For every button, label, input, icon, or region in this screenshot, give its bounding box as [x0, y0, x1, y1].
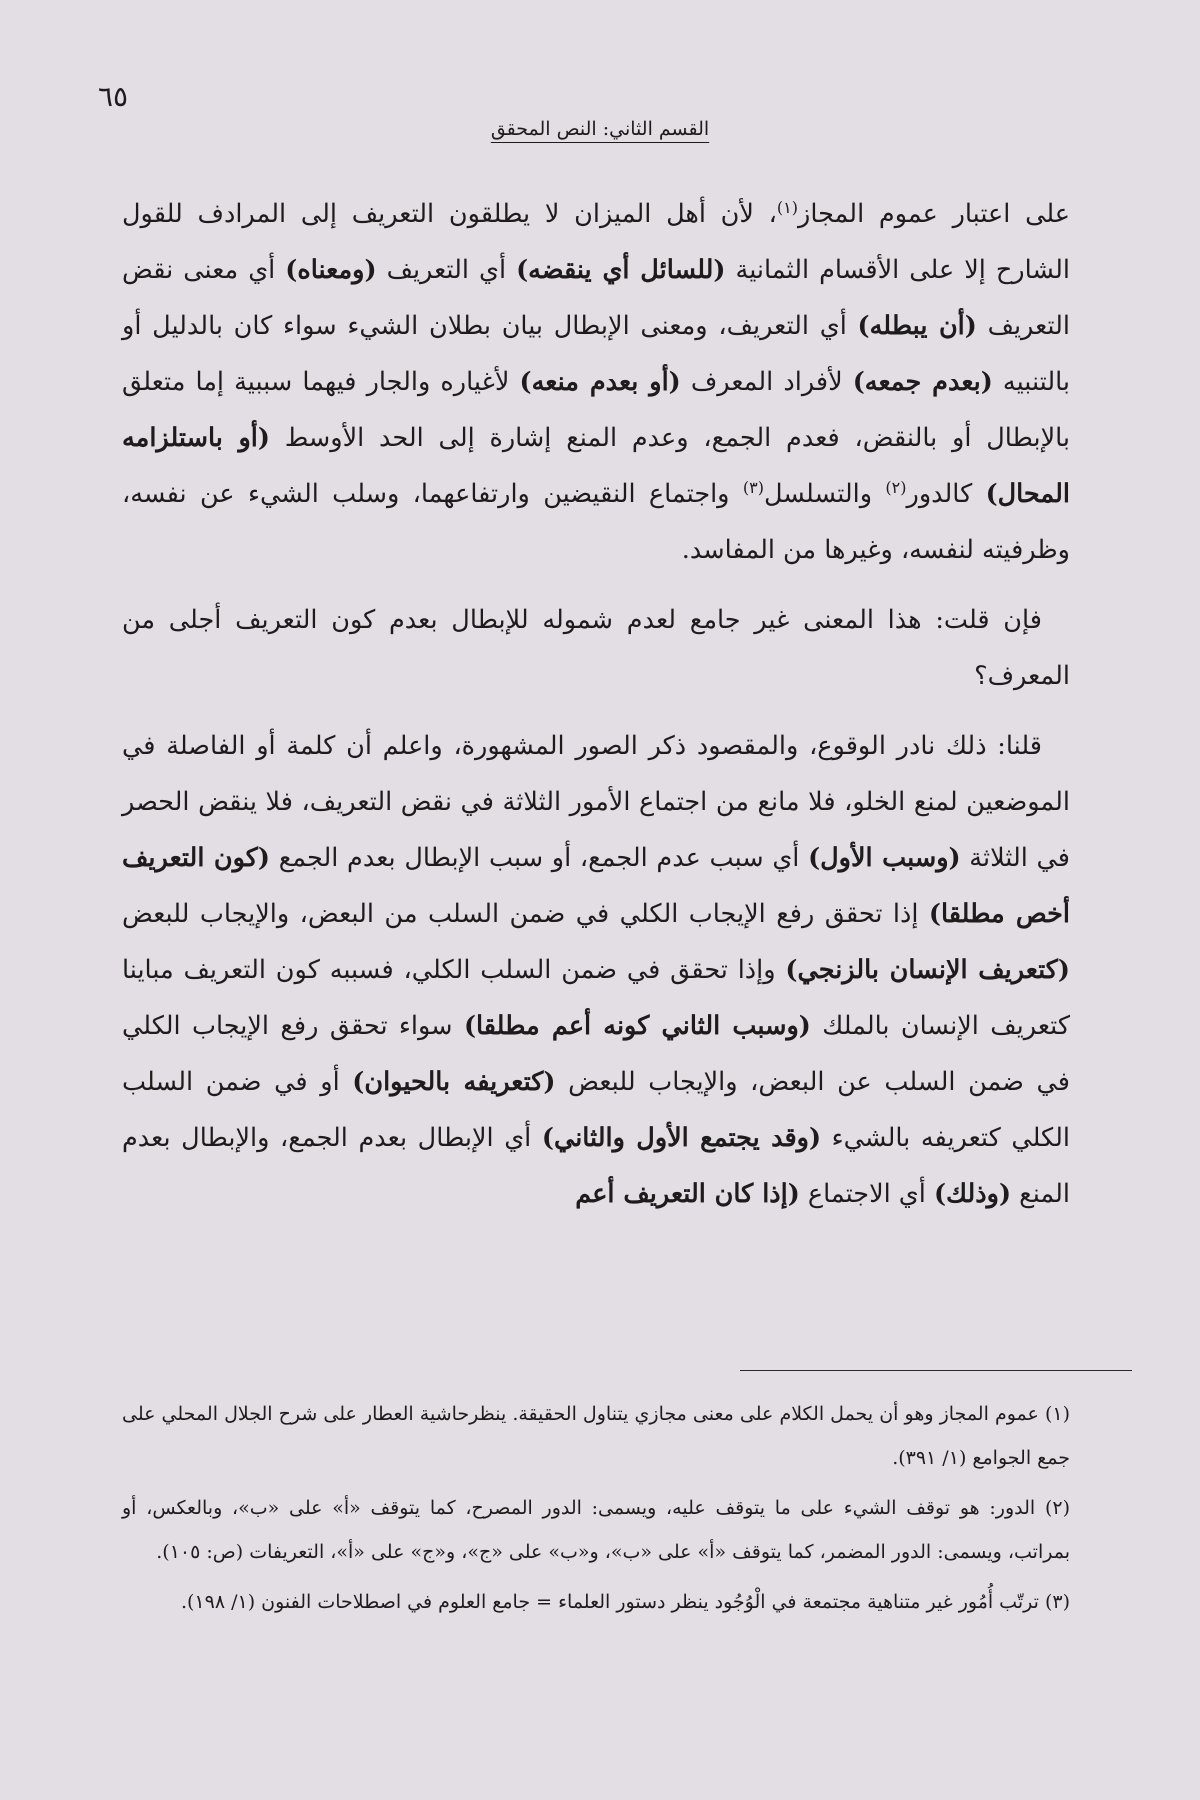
main-text — [122, 186, 1070, 1236]
paragraph-3: قلنا: ذلك نادر الوقوع، والمقصود ذكر الصور المشهورة، واعلم أن كلمة أو الفاصلة في الموضعين لمنع الخلو، فلا مانع من اجتماع الأمور الثلاثة في نقض التعريف، فلا ينقض الحصر في الثلاثة (وسبب الأول) أي سبب عدم الجمع، أو سبب الإبطال بعدم الجمع (كون التعريف أخص مطلقا) إذا تحقق رفع الإيجاب الكلي في ضمن السلب من البعض، والإيجاب للبعض (كتعريف الإنسان بالزنجي) وإذا تحقق في ضمن السلب الكلي، فسببه كون التعريف مباينا كتعريف الإنسان بالملك (وسبب الثاني كونه أعم مطلقا) سواء تحقق رفع الإيجاب الكلي في ضمن السلب عن البعض، والإيجاب للبعض (كتعريفه بالحيوان) أو في ضمن السلب الكلي كتعريفه بالشيء (وقد يجتمع الأول والثاني) أي الإبطال بعدم الجمع، والإبطال بعدم المنع (وذلك) أي الاجتماع (إذا كان التعريف أعم — [122, 731, 1070, 1209]
running-header: القسم الثاني: النص المحقق — [490, 118, 710, 140]
footnote-2: (٢) الدور: هو توقف الشيء على ما يتوقف عليه، ويسمى: الدور المصرح، كما يتوقف «أ» على «ب»، وبالعكس، أو بمراتب، ويسمى: الدور المضمر، كما يتوقف «أ» على «ب»، و«ب» على «ج»، و«ج» على «أ»، التعريفات (ص: ١٠٥). — [122, 1497, 1070, 1563]
footnote-ref-1: (١) — [776, 198, 799, 217]
footnote-separator — [740, 1370, 1132, 1371]
footnote-ref-3: (٣) — [742, 478, 764, 497]
footnote-1: (١) عموم المجاز وهو أن يحمل الكلام على معنى مجازي يتناول الحقيقة. ينظرحاشية العطار على شرح الجلال المحلي على جمع الجوامع (١/ ٣٩١). — [122, 1403, 1070, 1469]
paragraph-1: على اعتبار عموم المجاز$^{(١)}$، لأن أهل الميزان لا يطلقون التعريف إلى المرادف للقول الشارح إلا على الأقسام الثمانية (للسائل أي ينقضه) أي التعريف (ومعناه) أي معنى نقض التعريف (أن يبطله) أي التعريف، ومعنى الإبطال بيان بطلان الشيء سواء كان بالدليل أو بالتنبيه (بعدم جمعه) لأفراد المعرف (أو بعدم منعه) لأغياره والجار فيهما سببية إما متعلق بالإبطال أو بالنقض، فعدم الجمع، وعدم المنع إشارة إلى الحد الأوسط (أو باستلزامه المحال) كالدور$^{(٢)}$ والتسلسل$^{(٣)}$ واجتماع النقيضين وارتفاعهما، وسلب الشيء عن نفسه، وظرفيته لنفسه، وغيرها من المفاسد. — [122, 198, 1071, 565]
footnote-ref-2: (٢) — [885, 478, 907, 497]
footnote-3: (٣) ترتّب أُمُور غير متناهية مجتمعة في الْوُجُود ينظر دستور العلماء = جامع العلوم في اصطلاحات الفنون (١/ ١٩٨). — [180, 1591, 1070, 1613]
footnotes — [122, 1392, 1070, 1630]
page-number: ٦٥ — [98, 80, 129, 113]
paragraph-2: فإن قلت: هذا المعنى غير جامع لعدم شموله للإبطال بعدم كون التعريف أجلى من المعرف؟ — [122, 605, 1070, 691]
